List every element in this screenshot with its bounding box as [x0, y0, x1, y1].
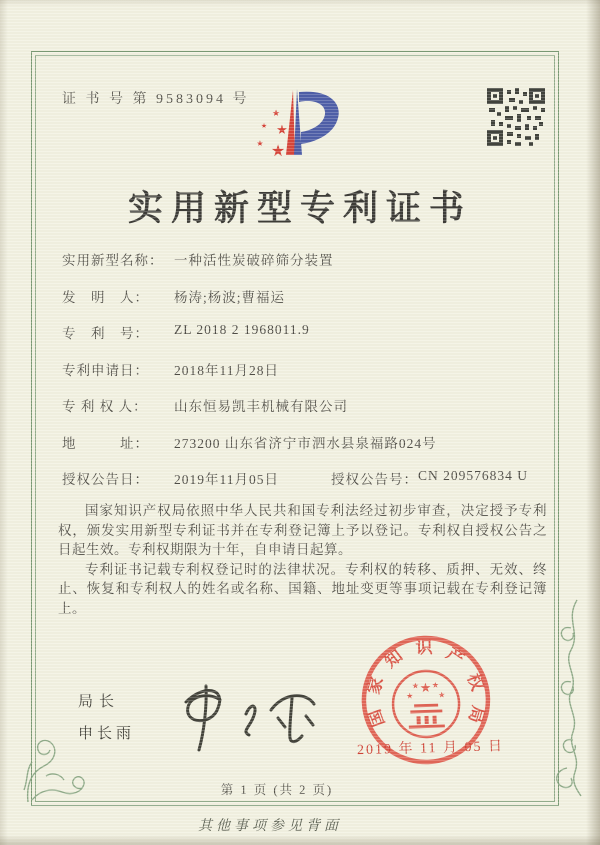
signature-handwriting	[168, 680, 318, 755]
cnipa-logo-icon	[238, 76, 370, 178]
seal-ring-char: 产	[442, 643, 468, 670]
field-row-filing-date	[62, 359, 542, 379]
back-side-note: 其他事项参见背面	[198, 819, 342, 834]
seal-ring-char: 权	[463, 670, 488, 694]
seal-ring-char: 局	[464, 703, 488, 726]
seal-ring-char: 国	[364, 706, 389, 730]
seal-date: 2019 年 11 月 05 日	[356, 739, 505, 759]
field-row-address	[62, 432, 542, 452]
seal-ring-char: 知	[381, 645, 407, 672]
logo-blue-bowl	[299, 92, 339, 144]
field-label: 授权公告号：	[331, 472, 418, 487]
legal-paragraph-2: 专利证书记载专利权登记时的法律状况。专利权的转移、质押、无效、终止、恢复和专利权人的姓名或名称、国籍、地址变更等事项记载在专利登记簿上。	[58, 561, 547, 616]
field-row-name	[62, 249, 542, 269]
svg-text:★: ★	[270, 143, 286, 160]
field-value: 273200 山东省济宁市泗水县泉福路024号	[174, 435, 437, 451]
field-label: 专利申请日：	[62, 362, 149, 378]
field-value: 2018年11月28日	[174, 362, 279, 378]
field-row-patent-no	[62, 322, 542, 342]
certificate-number: 证 书 号 第 9583094 号	[62, 92, 250, 107]
certificate-title: 实用新型专利证书	[127, 189, 472, 228]
seal-ring-char: 家	[363, 674, 387, 697]
commissioner-name: 申长雨	[78, 726, 136, 742]
svg-text:★: ★	[260, 122, 268, 130]
field-row-patentee	[62, 395, 542, 415]
field-value: CN 209576834 U	[418, 468, 529, 483]
svg-text:★: ★	[406, 691, 414, 701]
svg-text:★: ★	[419, 679, 432, 696]
svg-text:★: ★	[438, 690, 446, 700]
floral-ornament-right-icon	[537, 598, 587, 798]
field-label: 专 利 权 人：	[62, 399, 148, 414]
field-value: 山东恒易凯丰机械有限公司	[174, 399, 348, 414]
field-list	[62, 249, 542, 505]
field-value: ZL 2018 2 1968011.9	[174, 322, 310, 337]
seal-ring-char: 识	[415, 637, 433, 658]
field-label: 授权公告日：	[62, 472, 149, 487]
svg-text:★: ★	[256, 139, 264, 148]
legal-text-block	[58, 501, 547, 618]
field-label: 发 明 人：	[62, 289, 149, 305]
legal-paragraph-1: 国家知识产权局依照中华人民共和国专利法经过初步审查，决定授予专利权，颁发实用新型专利证书并在专利登记簿上予以登记。专利权自授权公告之日起生效。专利权期限为十年，自申请日起算。	[58, 503, 547, 557]
field-label: 地 址：	[62, 435, 149, 451]
page-number: 第 1 页 (共 2 页)	[220, 783, 334, 797]
floral-ornament-bottom-left-icon	[18, 732, 103, 804]
seal-national-emblem-icon	[392, 670, 460, 738]
svg-text:★: ★	[411, 681, 420, 691]
field-label: 实用新型名称：	[62, 253, 164, 268]
field-value: 2019年11月05日	[174, 472, 279, 487]
svg-text:★: ★	[431, 680, 440, 690]
commissioner-title: 局长	[78, 694, 121, 710]
qr-code	[487, 88, 545, 146]
field-value: 杨涛;杨波;曹福运	[174, 289, 286, 305]
field-label: 专 利 号：	[62, 326, 149, 341]
field-value: 一种活性炭破碎筛分装置	[174, 253, 334, 268]
field-row-grant	[62, 468, 542, 488]
field-row-inventors	[62, 286, 542, 306]
svg-text:★: ★	[276, 122, 288, 137]
svg-text:★: ★	[271, 108, 281, 118]
